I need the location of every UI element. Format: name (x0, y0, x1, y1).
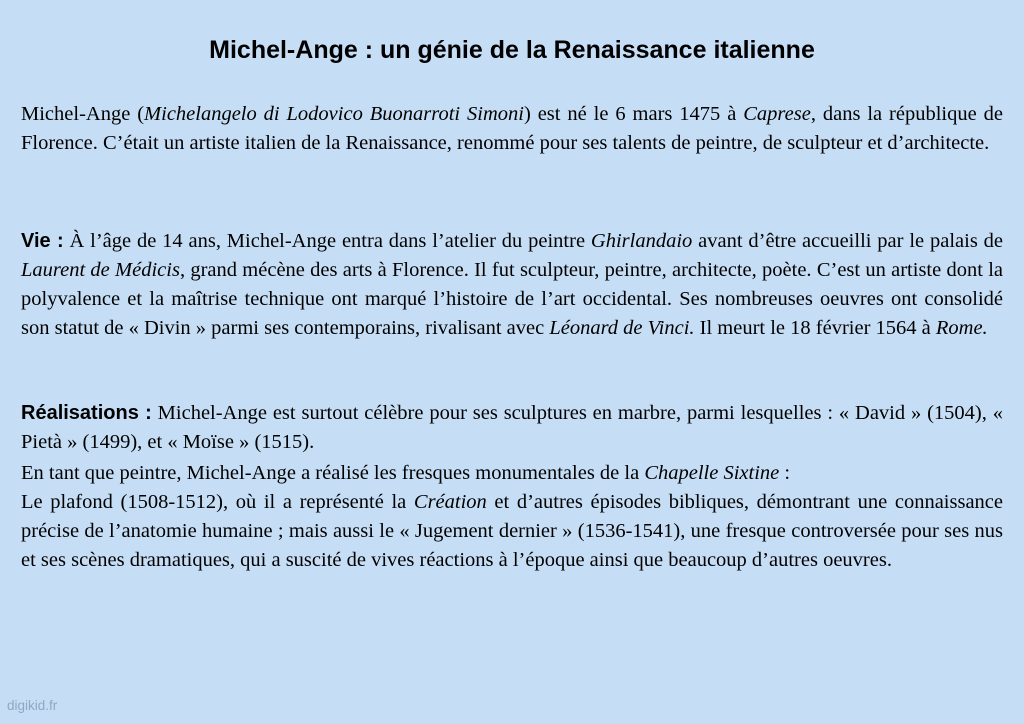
laurent-de-medicis: Laurent de Médicis (21, 259, 180, 281)
birthplace: Caprese (743, 103, 811, 125)
vie-paragraph (21, 227, 1003, 343)
intro-text: ) est né le 6 mars 1475 à (523, 103, 744, 125)
peintre-text: : (779, 462, 791, 484)
vie-text: À l’âge de 14 ans, Michel-Ange entra dans l’atelier du peintre (63, 230, 591, 252)
realisations-paragraph (21, 399, 1003, 457)
vie-text: avant d’être accueilli par le palais de (692, 230, 1003, 252)
peintre-text: Le plafond (1508-1512), où il a représenté la (21, 491, 414, 513)
chapelle-sixtine: Chapelle Sixtine (644, 462, 780, 484)
vie-text: Il meurt le 18 février 1564 à (694, 317, 936, 339)
peintre-paragraph (21, 459, 1003, 575)
realisations-label: Réalisations : (21, 402, 152, 424)
creation: Création (413, 491, 487, 513)
leonard-de-vinci: Léonard de Vinci. (549, 317, 695, 339)
page-title: Michel-Ange : un génie de la Renaissance italienne (209, 36, 815, 64)
ghirlandaio: Ghirlandaio (590, 230, 693, 252)
intro-text: , dans la république de Florence. C’était un artiste italien de la Renaissance, renommé pour ses talents de peintre, de sculpteur et d’architecte. (21, 103, 1003, 154)
footer-watermark: digikid.fr (7, 698, 58, 713)
vie-text: , grand mécène des arts à Florence. Il fut sculpteur, peintre, architecte, poète. C’est un artiste dont la polyvalence et la maîtrise technique ont marqué l’histoire de l’art occidental. Ses nombreuses oeuvres ont consolidé son statut de « Divin » parmi ses contemporains, rivalisant avec (21, 259, 1003, 339)
realisations-text: Michel-Ange est surtout célèbre pour ses sculptures en marbre, parmi lesquelles : « David » (1504), « Pietà » (1499), et « Moïse » (1515). (21, 402, 1004, 453)
peintre-text: En tant que peintre, Michel-Ange a réalisé les fresques monumentales de la (21, 462, 645, 484)
full-name: Michelangelo di Lodovico Buonarroti Simoni (144, 103, 524, 125)
rome: Rome. (935, 317, 988, 339)
vie-label: Vie : (21, 230, 64, 252)
intro-text: Michel-Ange ( (21, 103, 145, 125)
peintre-text: et d’autres épisodes bibliques, démontrant une connaissance précise de l’anatomie humaine ; mais aussi le « Jugement dernier » (1536-1541), une fresque controversée pour ses nus et ses scènes dramatiques, qui a suscité de vives réactions à l’époque ainsi que beaucoup d’autres oeuvres. (21, 491, 1004, 571)
intro-paragraph (21, 100, 1003, 158)
